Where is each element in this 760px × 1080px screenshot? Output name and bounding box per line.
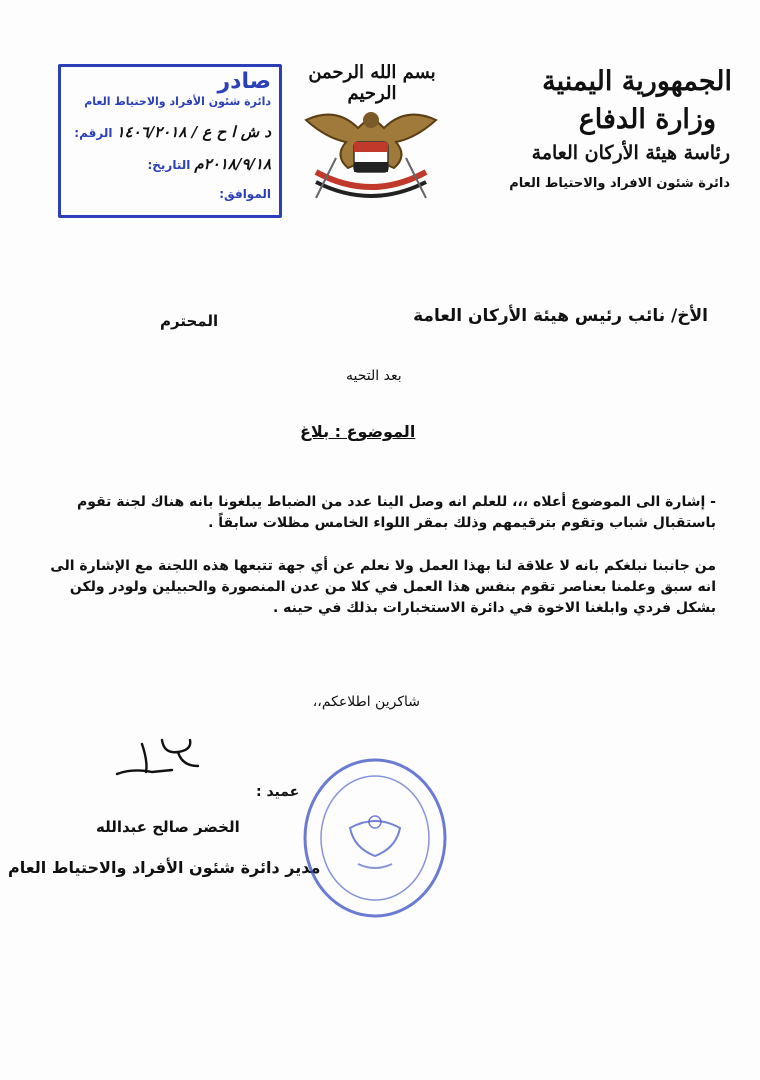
header-ministry: وزارة الدفاع (578, 104, 716, 135)
body-paragraph-2: من جانبنا نبلغكم بانه لا علاقة لنا بهذا العمل ولا نعلم عن أي جهة تتبعها هذه اللجنة مع الإشارة الى انه سبق وعلمنا بعناصر تقوم بنفس هذا العمل في كلا من عدن المنصورة والحبيلين ولودر ولكن بشكل فردي وابلغنا الاخوة في دائرة الاستخبارات بذلك في حينه . (50, 558, 716, 616)
outgoing-stamp-box (58, 64, 282, 218)
handwritten-signature-icon (112, 732, 202, 784)
signatory-rank: عميد : (256, 784, 300, 800)
stamp-date-row (147, 155, 271, 173)
subject-line: الموضوع : بلاغ (300, 422, 416, 441)
stamp-attach-label: الموافق: (219, 187, 271, 201)
stamp-ref-label: الرقم: (74, 126, 113, 140)
yemen-eagle-emblem-icon (296, 98, 446, 208)
stamp-date-value: ٢٠١٨/٩/١٨م (194, 155, 271, 173)
basmala: بسم الله الرحمن الرحيم (308, 62, 436, 104)
closing-thanks: شاكرين اطلاعكم،، (312, 694, 420, 710)
signatory-position: مدير دائرة شئون الأفراد والاحتياط العام (8, 858, 321, 877)
stamp-ref-row (74, 123, 271, 141)
header-staff: رئاسة هيئة الأركان العامة (531, 142, 730, 164)
stamp-department: دائرة شئون الأفراد والاحتياط العام (84, 95, 271, 108)
header-country: الجمهورية اليمنية (542, 66, 732, 97)
respect-title: المحترم (160, 312, 219, 330)
header-department: دائرة شئون الافراد والاحتياط العام (509, 176, 730, 191)
greeting: بعد التحيه (346, 368, 402, 384)
addressee: الأخ/ نائب رئيس هيئة الأركان العامة (413, 306, 708, 326)
official-round-seal-icon (300, 756, 450, 920)
stamp-title: صادر (217, 69, 271, 94)
body-paragraph-1: - إشارة الى الموضوع أعلاه ،،، للعلم انه وصل الينا عدد من الضباط يبلغونا بانه هناك لجنة تقوم باستقبال شباب وتقوم بترقيمهم وذلك بمقر اللواء الخامس مظلات سابقاً . (77, 494, 716, 531)
stamp-date-label: التاريخ: (147, 158, 191, 172)
stamp-ref-value: د ش ا ح ع / ١٤٠٦/٢٠١٨ (116, 123, 271, 141)
stamp-attach-row (219, 187, 271, 201)
signatory-name: الخضر صالح عبدالله (96, 818, 240, 836)
